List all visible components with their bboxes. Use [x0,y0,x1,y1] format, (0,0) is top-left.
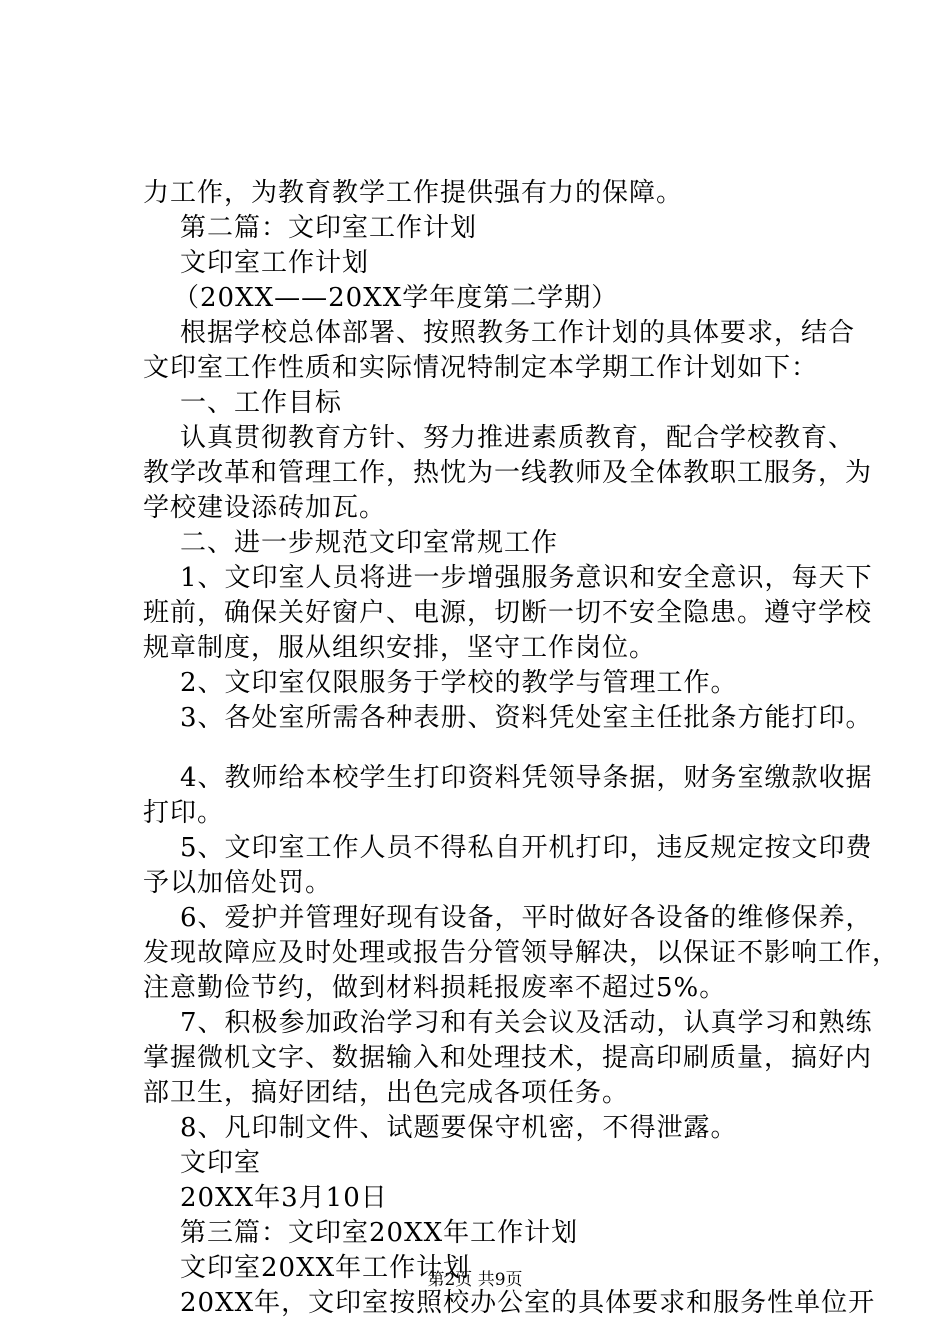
list-item: 1、文印室人员将进一步增强服务意识和安全意识，每天下 [180,563,873,593]
list-item: 6、爱护并管理好现有设备，平时做好各设备的维修保养， [180,903,873,933]
section-heading: 二、进一步规范文印室常规工作 [180,528,559,558]
signature-office: 文印室 [180,1148,262,1178]
list-item: 5、文印室工作人员不得私自开机打印，违反规定按文印费 [180,833,873,863]
text-line: 注意勤俭节约，做到材料损耗报废率不超过5%。 [143,973,727,1003]
text-line: 文印室工作性质和实际情况特制定本学期工作计划如下： [143,353,819,383]
section-heading: 一、工作目标 [180,388,343,418]
text-line: 班前，确保关好窗户、电源，切断一切不安全隐患。遵守学校 [143,598,873,628]
document-subtitle: （20XX——20XX学年度第二学期） [173,283,619,313]
list-item: 3、各处室所需各种表册、资料凭处室主任批条方能打印。 [180,703,873,733]
document-body [143,176,900,1321]
list-item: 2、文印室仅限服务于学校的教学与管理工作。 [180,668,738,698]
page-number-footer: 第2页 共9页 [427,1270,523,1290]
text-line: 教学改革和管理工作，热忱为一线教师及全体教职工服务，为 [143,458,873,488]
paragraph-gap [143,736,843,761]
text-line: 部卫生，搞好团结，出色完成各项任务。 [143,1078,630,1108]
text-line: 予以加倍处罚。 [143,868,333,898]
section-heading: 第三篇：文印室20XX年工作计划 [180,1218,579,1248]
section-heading: 第二篇：文印室工作计划 [180,213,478,243]
text-line: 规章制度，服从组织安排，坚守工作岗位。 [143,633,657,663]
text-line: 力工作，为教育教学工作提供强有力的保障。 [143,178,684,208]
document-title: 文印室工作计划 [180,248,370,278]
text-line: 根据学校总体部署、按照教务工作计划的具体要求，结合 [180,318,856,348]
text-line: 掌握微机文字、数据输入和处理技术，提高印刷质量，搞好内 [143,1043,873,1073]
text-line: 认真贯彻教育方针、努力推进素质教育，配合学校教育、 [180,423,856,453]
text-line: 打印。 [143,798,225,828]
list-item: 7、积极参加政治学习和有关会议及活动，认真学习和熟练 [180,1008,873,1038]
list-item: 4、教师给本校学生打印资料凭领导条据，财务室缴款收据 [180,763,873,793]
text-line: 学校建设添砖加瓦。 [143,493,387,523]
text-line: 20XX年，文印室按照校办公室的具体要求和服务性单位开 [180,1288,876,1318]
list-item: 8、凡印制文件、试题要保守机密，不得泄露。 [180,1113,738,1143]
signature-date: 20XX年3月10日 [180,1183,388,1213]
document-title: 文印室20XX年工作计划 [180,1253,471,1283]
text-line: 发现故障应及时处理或报告分管领导解决，以保证不影响工作， [143,938,900,968]
